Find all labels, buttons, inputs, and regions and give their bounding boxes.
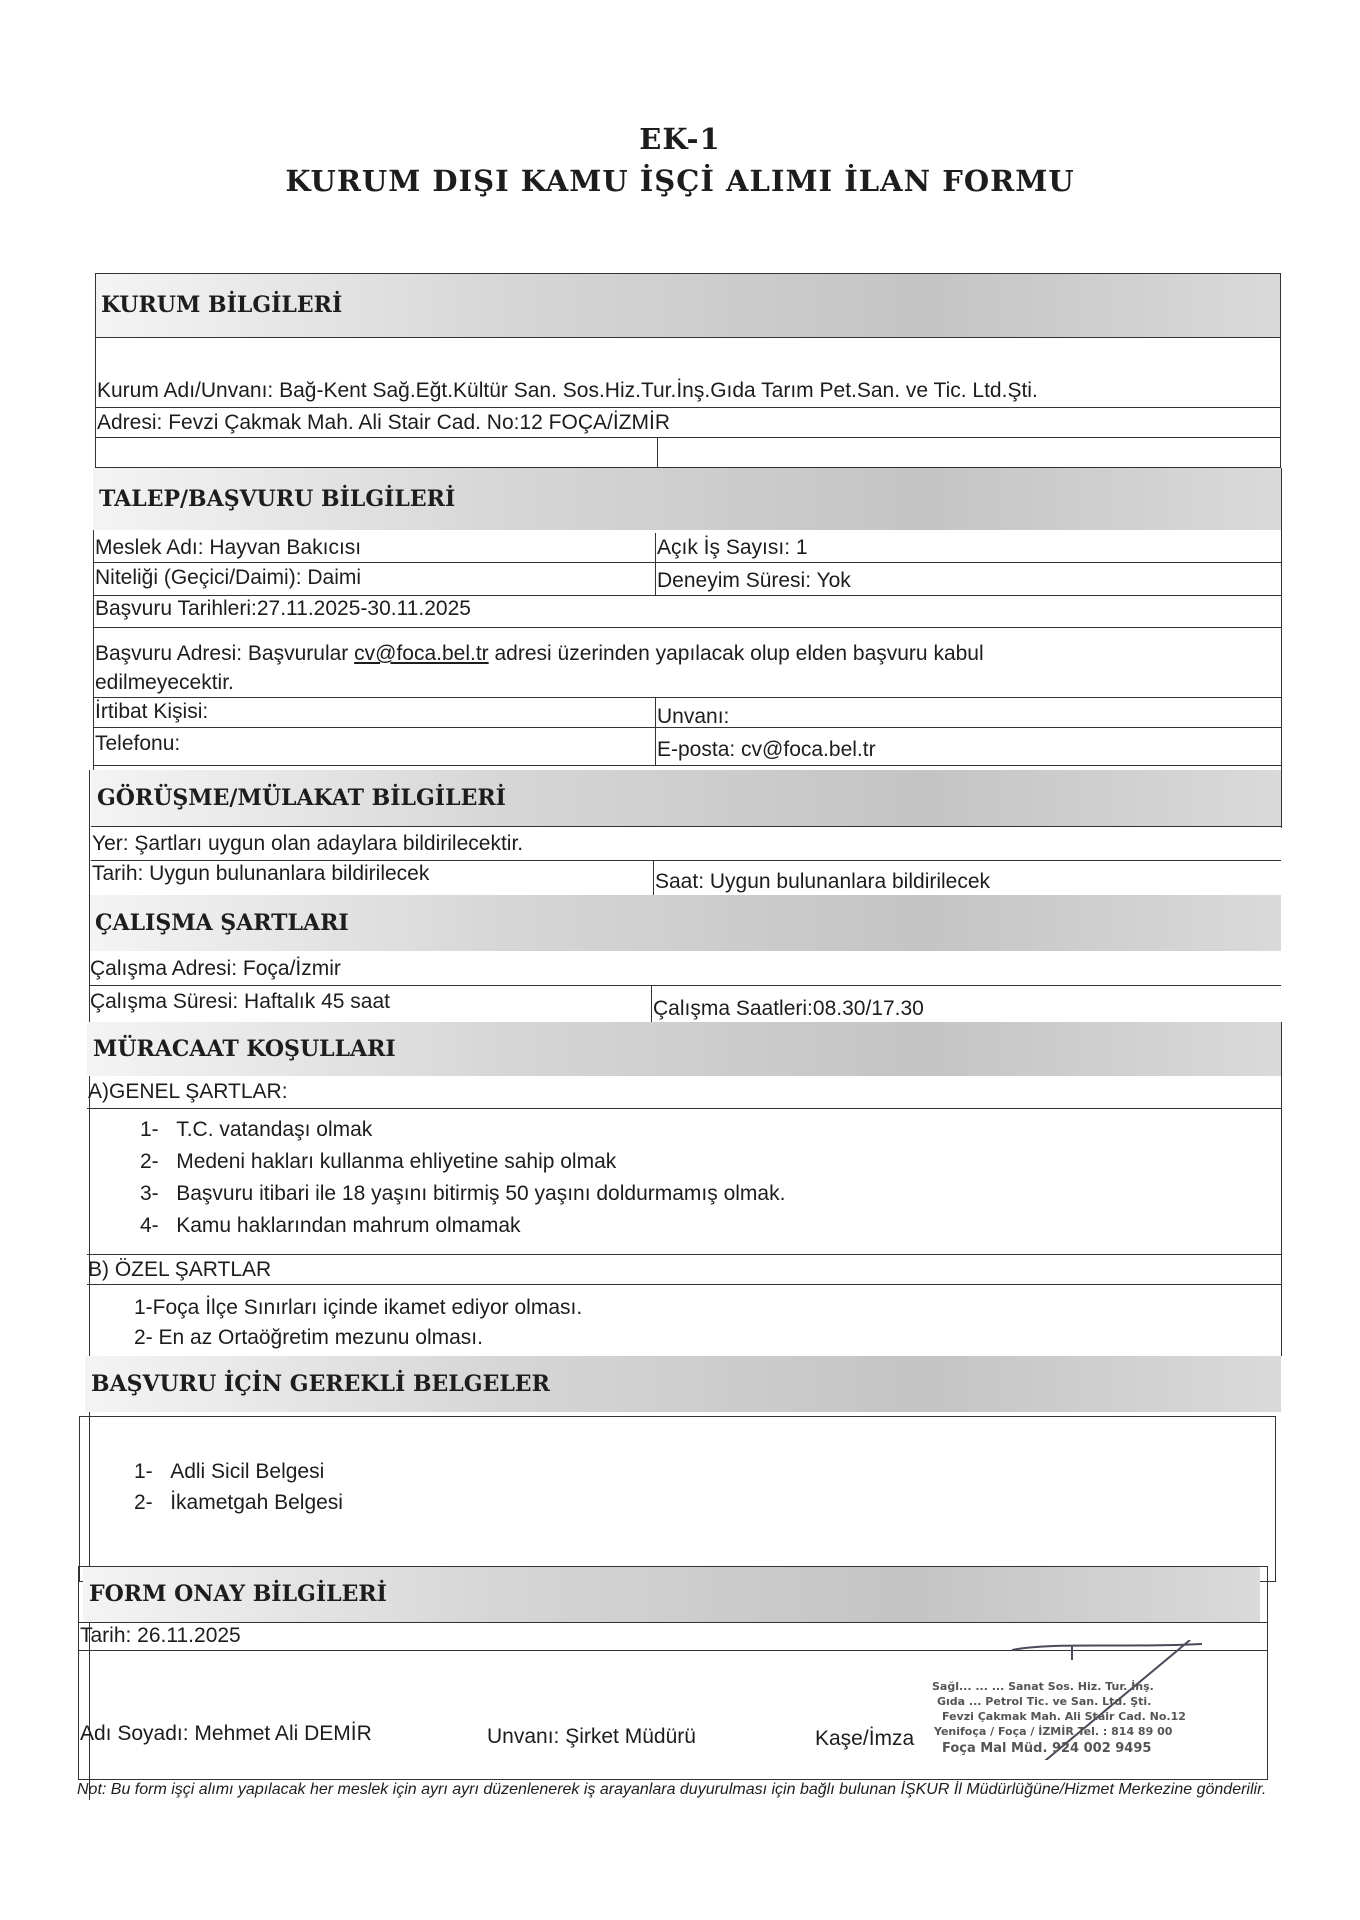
divider xyxy=(91,860,1281,861)
stamp-line-5: Foça Mal Müd. 924 002 9495 xyxy=(942,1741,1152,1756)
section-onay-title: FORM ONAY BİLGİLERİ xyxy=(83,1566,1260,1622)
genel-sartlar-title: A)GENEL ŞARTLAR: xyxy=(88,1080,288,1103)
ozel-item-2: 2- En az Ortaöğretim mezunu olması. xyxy=(134,1326,483,1349)
divider xyxy=(87,1284,1281,1285)
stamp-line-2: Gıda ... Petrol Tic. ve San. Ltd. Şti. xyxy=(937,1695,1152,1708)
onay-kase-imza: Kaşe/İmza xyxy=(815,1727,915,1750)
kurum-address: Adresi: Fevzi Çakmak Mah. Ali Stair Cad. No:12 FOÇA/İZMİR xyxy=(97,411,670,434)
divider xyxy=(93,627,1281,628)
divider xyxy=(95,337,1281,338)
belge-item-1: 1- Adli Sicil Belgesi xyxy=(134,1460,325,1483)
genel-item-4: 4- Kamu haklarından mahrum olmamak xyxy=(140,1214,521,1237)
divider xyxy=(87,1254,1281,1255)
e-posta: E-posta: cv@foca.bel.tr xyxy=(657,738,876,761)
section-calisma-title: ÇALIŞMA ŞARTLARI xyxy=(89,895,1281,951)
mulakat-tarih: Tarih: Uygun bulunanlara bildirilecek xyxy=(92,862,430,885)
telefonu: Telefonu: xyxy=(95,732,181,755)
divider xyxy=(93,530,94,770)
form-title: KURUM DIŞI KAMU İŞÇİ ALIMI İLAN FORMU xyxy=(285,164,1075,198)
stamp-line-1: Sağl... ... ... Sanat Sos. Hiz. Tur. İnş. xyxy=(932,1680,1154,1693)
divider xyxy=(655,533,656,595)
ozel-sartlar-title: B) ÖZEL ŞARTLAR xyxy=(88,1258,272,1281)
section-muracaat-title: MÜRACAAT KOŞULLARI xyxy=(87,1022,1281,1076)
section-kurum-frame xyxy=(95,273,1281,468)
divider xyxy=(657,437,658,468)
calisma-adresi: Çalışma Adresi: Foça/İzmir xyxy=(90,957,341,980)
divider xyxy=(93,562,1281,563)
email-link[interactable]: cv@foca.bel.tr xyxy=(354,642,489,665)
company-stamp xyxy=(922,1640,1252,1760)
kurum-name: Kurum Adı/Unvanı: Bağ-Kent Sağ.Eğt.Kültür San. Sos.Hiz.Tur.İnş.Gıda Tarım Pet.San. ve Tic. Ltd.Şti. xyxy=(97,379,1038,402)
stamp-line-4: Yenifoça / Foça / İZMİR Tel. : 814 89 00 xyxy=(934,1725,1173,1738)
basvuru-tarihleri: Başvuru Tarihleri:27.11.2025-30.11.2025 xyxy=(95,597,471,620)
divider xyxy=(95,437,1281,438)
basvuru-adresi: Başvuru Adresi: Başvurular cv@foca.bel.tr adresi üzerinden yapılacak olup elden başvuru kabul xyxy=(95,642,984,665)
divider xyxy=(655,697,656,765)
divider xyxy=(91,826,1281,827)
calisma-suresi: Çalışma Süresi: Haftalık 45 saat xyxy=(90,990,390,1013)
ozel-item-1: 1-Foça İlçe Sınırları içinde ikamet ediyor olması. xyxy=(134,1296,583,1319)
divider xyxy=(93,727,1281,728)
divider xyxy=(93,697,1281,698)
mulakat-yer: Yer: Şartları uygun olan adaylara bildirilecektir. xyxy=(92,832,524,855)
stamp-line-3: Fevzi Çakmak Mah. Ali Stair Cad. No.12 xyxy=(942,1710,1186,1723)
onay-unvani: Unvanı: Şirket Müdürü xyxy=(487,1725,696,1748)
niteligi: Niteliği (Geçici/Daimi): Daimi xyxy=(95,566,362,589)
section-talep-title: TALEP/BAŞVURU BİLGİLERİ xyxy=(93,468,1281,530)
divider xyxy=(93,765,1281,766)
genel-item-3: 3- Başvuru itibari ile 18 yaşını bitirmiş 50 yaşını doldurmamış olmak. xyxy=(140,1182,786,1205)
section-gorusme-title: GÖRÜŞME/MÜLAKAT BİLGİLERİ xyxy=(91,770,1281,826)
divider xyxy=(653,860,654,895)
divider xyxy=(93,595,1281,596)
calisma-saatleri: Çalışma Saatleri:08.30/17.30 xyxy=(653,997,924,1020)
divider xyxy=(87,1108,1281,1109)
divider xyxy=(95,407,1281,408)
divider xyxy=(651,985,652,1022)
unvani: Unvanı: xyxy=(657,705,730,728)
onay-adi-soyadi: Adı Soyadı: Mehmet Ali DEMİR xyxy=(80,1722,372,1745)
meslek-adi: Meslek Adı: Hayvan Bakıcısı xyxy=(95,536,362,559)
deneyim-suresi: Deneyim Süresi: Yok xyxy=(657,569,851,592)
divider xyxy=(89,985,1281,986)
belge-item-2: 2- İkametgah Belgesi xyxy=(134,1491,343,1514)
acik-is-sayisi: Açık İş Sayısı: 1 xyxy=(657,536,808,559)
section-kurum-title: KURUM BİLGİLERİ xyxy=(95,273,1281,337)
onay-tarih: Tarih: 26.11.2025 xyxy=(80,1624,241,1647)
form-note: Not: Bu form işçi alımı yapılacak her meslek için ayrı ayrı düzenlenerek iş arayanlara duyurulması için bağlı bulunan İŞKUR İl Müdürlüğüne/Hizmet Merkezine gönderilir. xyxy=(77,1781,1267,1798)
form-annex-label: EK-1 xyxy=(639,122,721,156)
section-belgeler-title: BAŞVURU İÇİN GEREKLİ BELGELER xyxy=(85,1356,1281,1412)
divider xyxy=(78,1622,1268,1623)
basvuru-adresi-line2: edilmeyecektir. xyxy=(95,671,234,694)
divider xyxy=(1281,468,1282,828)
irtibat-kisisi: İrtibat Kişisi: xyxy=(95,700,209,723)
mulakat-saat: Saat: Uygun bulunanlara bildirilecek xyxy=(655,870,991,893)
genel-item-1: 1- T.C. vatandaşı olmak xyxy=(140,1118,373,1141)
genel-item-2: 2- Medeni hakları kullanma ehliyetine sahip olmak xyxy=(140,1150,617,1173)
divider xyxy=(1281,1022,1282,1356)
